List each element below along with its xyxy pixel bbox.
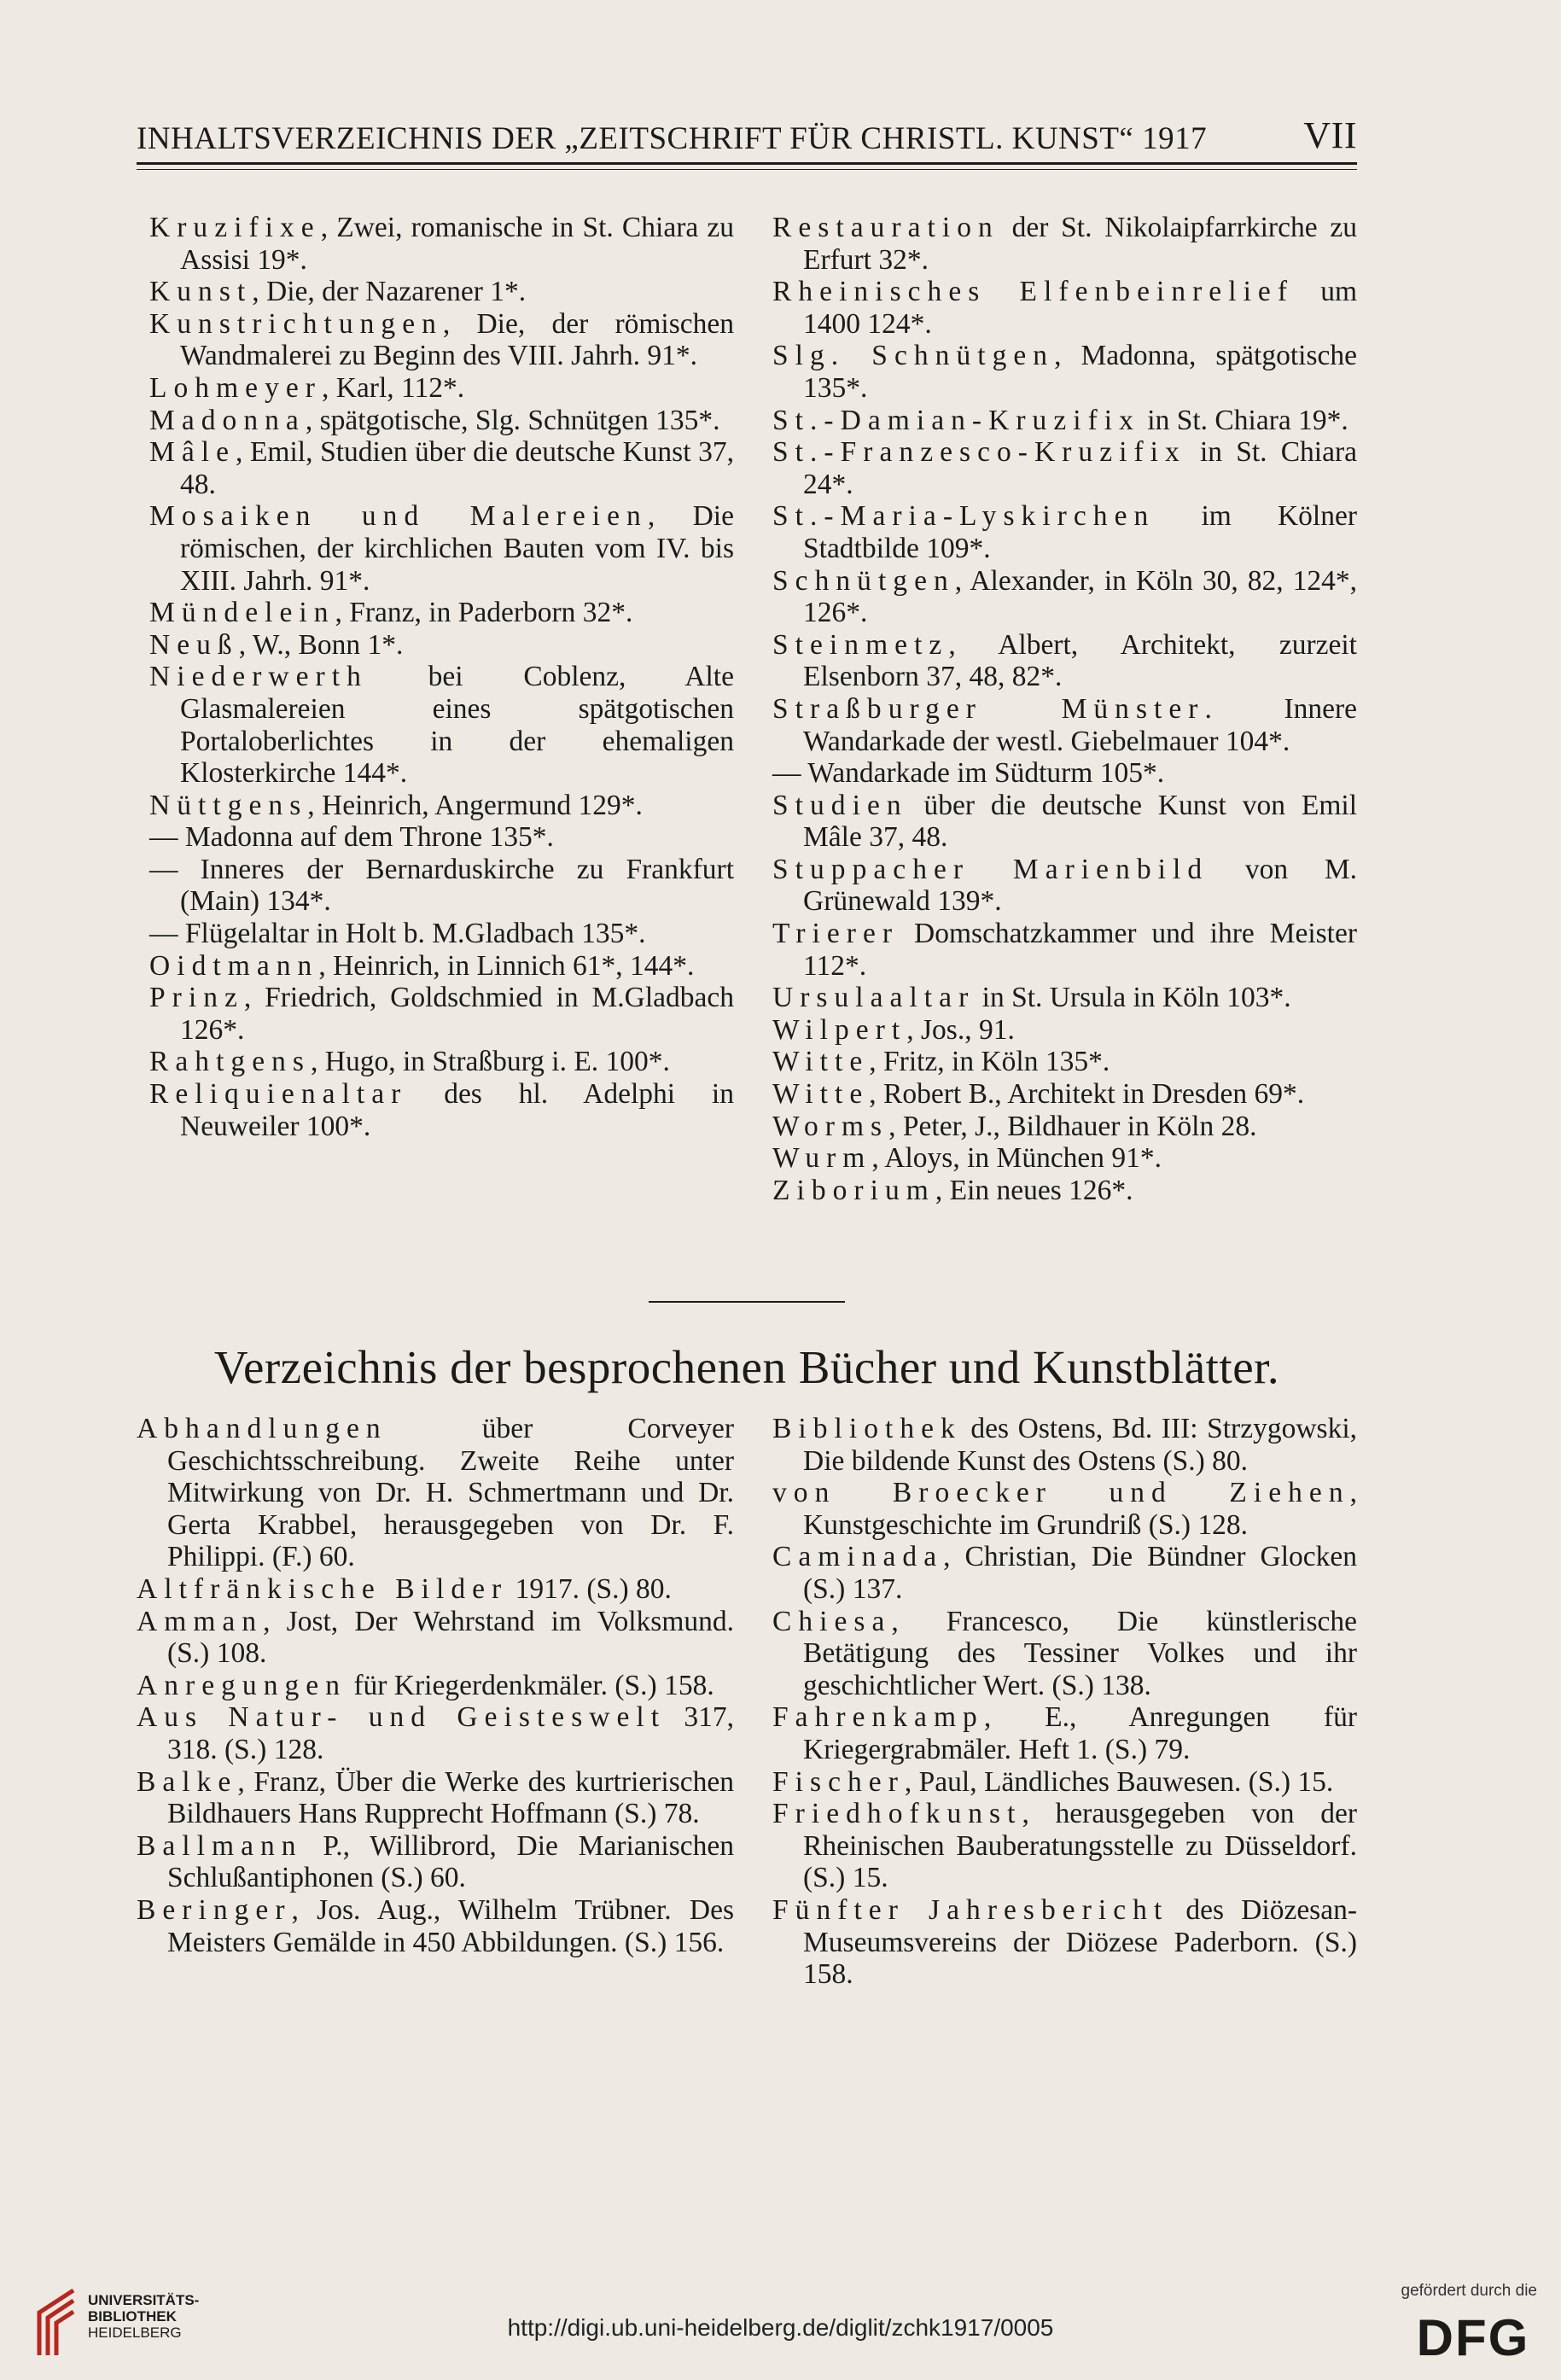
entry-text: in St. Ursula in Köln 103*.: [975, 982, 1291, 1014]
footer: [0, 2266, 1561, 2380]
entry-keyword: Nüttgens: [149, 789, 308, 821]
entry-text: , Karl, 112*.: [321, 371, 465, 404]
books-column-right: [772, 1413, 1357, 1991]
entry-text: Domschatzkammer und ihre Meister 112*.: [803, 918, 1357, 982]
entry-keyword: Fünfter Jahresbericht: [772, 1893, 1169, 1926]
entry-text: , Robert B., Architekt in Dresden 69*.: [869, 1078, 1305, 1111]
header-rule-thick: [137, 162, 1357, 165]
entry-keyword: Wurm: [772, 1142, 872, 1175]
entry-text: , Alexander, in Köln 30, 82, 124*, 126*.: [803, 564, 1357, 629]
entry-text: des hl. Adelphi in Neuweiler 100*.: [180, 1078, 734, 1142]
entry-text: , Jos. Aug., Wilhelm Trübner. Des Meisters Gemälde in 450 Abbildungen. (S.) 156.: [167, 1893, 734, 1958]
entry-text: , Zwei, romanische in St. Chiara zu Assisi 19*.: [180, 212, 734, 276]
entry-text: des Ostens, Bd. III: Strzygowski, Die bildende Kunst des Ostens (S.) 80.: [803, 1413, 1357, 1477]
entry-text: , Heinrich, in Linnich 61*, 144*.: [318, 949, 695, 982]
index-entry: [137, 1701, 734, 1765]
index-entry: [149, 597, 734, 629]
header-title: INHALTSVERZEICHNIS DER „ZEITSCHRIFT FÜR CHRISTL. KUNST“ 1917: [137, 121, 1208, 156]
entry-keyword: Straßburger Münster: [772, 692, 1205, 725]
index-entry: [149, 372, 734, 405]
entry-keyword: Kunstrichtungen: [149, 307, 443, 340]
entry-text: 1917. (S.) 80.: [508, 1572, 672, 1605]
index-column-left: [149, 212, 734, 1142]
index-entry: [772, 693, 1357, 757]
entry-text: , Jos., 91.: [906, 1013, 1015, 1046]
entry-text: — Flügelaltar in Holt b. M.Gladbach 135*.: [149, 918, 646, 950]
entry-keyword: Rahtgens: [149, 1046, 311, 1078]
entry-text: , Die römischen, der kirchlichen Bauten vom IV. bis XIII. Jahrh. 91*.: [180, 500, 734, 597]
entry-text: , Franz, Über die Werke des kurtrierischen Bildhauers Hans Rupprecht Hoffmann (S.) 78.: [167, 1765, 734, 1830]
index-entry: [772, 340, 1357, 404]
index-entry: [137, 1413, 734, 1573]
index-entry: [772, 1798, 1357, 1894]
library-name-line2: BIBLIOTHEK: [88, 2308, 177, 2325]
entry-text: , Albert, Architekt, zurzeit Elsenborn 37, 48, 82*.: [803, 628, 1357, 693]
dfg-logo-text: DFG: [1416, 2311, 1530, 2360]
entry-keyword: Ballmann: [137, 1829, 303, 1862]
index-entry: [772, 1046, 1357, 1078]
entry-keyword: Rheinisches Elfenbeinrelief: [772, 276, 1295, 308]
index-entry: [772, 1111, 1357, 1143]
index-entry: [772, 565, 1357, 629]
entry-keyword: Fahrenkamp: [772, 1701, 984, 1734]
entry-keyword: St.-Damian-Kruzifix: [772, 404, 1140, 436]
dfg-logo-icon: [1409, 2311, 1537, 2360]
entry-keyword: Wilpert: [772, 1013, 907, 1046]
entry-text: , Aloys, in München 91*.: [871, 1142, 1162, 1175]
entry-text: in St. Chiara 19*.: [1139, 404, 1348, 436]
entry-keyword: Beringer: [137, 1893, 292, 1926]
entry-text: bei Coblenz, Alte Glasmalereien eines spätgotischen Portaloberlichtes in der ehemaligen Klosterkirche 144*.: [180, 661, 734, 790]
entry-keyword: Ursulaaltar: [772, 982, 976, 1014]
entry-keyword: von Broecker und Ziehen: [772, 1477, 1350, 1509]
entry-text: , Friedrich, Goldschmied in M.Gladbach 126*.: [180, 982, 734, 1046]
index-entry: [137, 1766, 734, 1830]
entry-text: , Die, der römischen Wandmalerei zu Beginn des VIII. Jahrh. 91*.: [180, 307, 734, 372]
index-entry: [149, 854, 734, 918]
index-entry: [149, 950, 734, 983]
index-entry: [149, 790, 734, 822]
entry-keyword: Mündelein: [149, 597, 335, 629]
section-divider: [649, 1301, 845, 1303]
entry-text: im Kölner Stadtbilde 109*.: [803, 500, 1357, 564]
entry-text: , W., Bonn 1*.: [238, 628, 404, 661]
entry-keyword: Mosaiken und Malereien: [149, 500, 648, 533]
index-entry: [149, 629, 734, 662]
entry-keyword: Friedhofkunst: [772, 1798, 1022, 1830]
entry-text: — Madonna auf dem Throne 135*.: [149, 821, 554, 854]
index-entry: [772, 1477, 1357, 1541]
entry-text: , Die, der Nazarener 1*.: [252, 276, 527, 308]
entry-keyword: Amman: [137, 1605, 264, 1637]
index-entry: [772, 212, 1357, 276]
funded-by-label: gefördert durch die: [1401, 2282, 1537, 2300]
entry-keyword: Kunst: [149, 276, 253, 308]
index-entry: [149, 982, 734, 1046]
entry-keyword: Balke: [137, 1765, 238, 1798]
entry-text: der St. Nikolaipfarrkirche zu Erfurt 32*.: [803, 212, 1357, 276]
index-entry: [772, 276, 1357, 340]
entry-keyword: Steinmetz: [772, 628, 949, 661]
index-entry: [772, 405, 1357, 437]
entry-keyword: Ziborium: [772, 1174, 935, 1206]
entry-text: . Innere Wandarkade der westl. Giebelmauer 104*.: [803, 692, 1357, 757]
index-entry: [772, 790, 1357, 854]
index-entry: [149, 436, 734, 500]
entry-keyword: Abhandlungen: [137, 1413, 387, 1444]
entry-keyword: Altfränkische Bilder: [137, 1572, 509, 1605]
index-entry: [772, 436, 1357, 500]
index-entry: [149, 1046, 734, 1078]
entry-text: P., Willibrord, Die Marianischen Schlußantiphonen (S.) 60.: [167, 1829, 734, 1894]
entry-keyword: Anregungen: [137, 1669, 347, 1701]
entry-text: — Inneres der Bernarduskirche zu Frankfurt (Main) 134*.: [149, 853, 734, 918]
index-entry: [137, 1894, 734, 1958]
header-rule-thin: [137, 169, 1357, 170]
entry-text: über Corveyer Geschichtsschreibung. Zweite Reihe unter Mitwirkung von Dr. H. Schmertmann und Dr. Gerta Krabbel, herausgegeben von Dr. F. Philippi. (F.) 60.: [167, 1413, 734, 1573]
index-entry: [772, 1175, 1357, 1207]
entry-text: um 1400 124*.: [803, 276, 1358, 340]
entry-keyword: Fischer: [772, 1765, 905, 1798]
entry-text: in St. Chiara 24*.: [803, 436, 1357, 500]
index-entry: [137, 1670, 734, 1702]
index-entry: [149, 308, 734, 372]
entry-keyword: Trierer: [772, 918, 900, 950]
index-entry: [149, 1078, 734, 1142]
entry-text: , Madonna, spätgotische 135*.: [803, 340, 1357, 404]
index-entry: [772, 854, 1357, 918]
index-entry: [149, 821, 734, 854]
entry-keyword: St.-Maria-Lyskirchen: [772, 500, 1156, 533]
index-entry: [772, 1142, 1357, 1175]
index-entry: [149, 661, 734, 789]
index-entry: [772, 1701, 1357, 1765]
index-entry: [772, 918, 1357, 982]
entry-text: , Francesco, Die künstlerische Betätigung des Tessiner Volkes und ihr geschichtlicher Wert. (S.) 138.: [803, 1605, 1357, 1701]
entry-text: , Hugo, in Straßburg i. E. 100*.: [311, 1046, 670, 1078]
index-entry: [149, 500, 734, 597]
index-entry: [137, 1606, 734, 1670]
entry-text: , E., Anregungen für Kriegergrabmäler. Heft 1. (S.) 79.: [803, 1701, 1357, 1765]
page-number: VII: [1303, 114, 1357, 156]
index-entry: [772, 500, 1357, 564]
index-entry: [772, 757, 1357, 790]
entry-text: , Franz, in Paderborn 32*.: [335, 597, 633, 629]
entry-text: für Kriegerdenkmäler. (S.) 158.: [347, 1669, 714, 1701]
entry-keyword: Oidtmann: [149, 949, 319, 982]
index-entry: [772, 982, 1357, 1014]
entry-text: des Diözesan-Museumsvereins der Diözese Paderborn. (S.) 158.: [803, 1893, 1357, 1991]
entry-keyword: Kruzifixe: [149, 212, 321, 243]
entry-text: , Emil, Studien über die deutsche Kunst 37, 48.: [180, 436, 734, 500]
index-entry: [137, 1573, 734, 1606]
entry-keyword: Witte: [772, 1078, 870, 1111]
entry-keyword: Restauration: [772, 212, 999, 243]
index-entry: [772, 1606, 1357, 1702]
entry-text: von M. Grünewald 139*.: [803, 853, 1357, 918]
entry-keyword: Studien: [772, 789, 908, 821]
index-entry: [149, 212, 734, 276]
index-entry: [772, 1541, 1357, 1605]
entry-keyword: Schnütgen: [772, 564, 955, 597]
index-entry: [772, 1766, 1357, 1799]
entry-text: , Jost, Der Wehrstand im Volksmund. (S.) 108.: [167, 1605, 734, 1670]
source-url-link[interactable]: http://digi.ub.uni-heidelberg.de/diglit/zchk1917/0005: [507, 2314, 1054, 2341]
entry-text: 317, 318. (S.) 128.: [167, 1701, 734, 1765]
entry-keyword: St.-Franzesco-Kruzifix: [772, 436, 1186, 469]
entry-text: , Heinrich, Angermund 129*.: [307, 789, 643, 821]
entry-text: , spätgotische, Slg. Schnütgen 135*.: [305, 404, 720, 436]
entry-keyword: Madonna: [149, 404, 306, 436]
entry-text: , Ein neues 126*.: [935, 1174, 1133, 1206]
entry-keyword: Reliquienaltar: [149, 1078, 408, 1111]
index-entry: [149, 276, 734, 308]
entry-keyword: Mâle: [149, 436, 236, 469]
entry-keyword: Neuß: [149, 628, 239, 661]
index-entry: [149, 405, 734, 437]
entry-keyword: Lohmeyer: [149, 371, 322, 404]
section-heading: Verzeichnis der besprochenen Bücher und Kunstblätter.: [213, 1341, 1280, 1393]
index-column-right: [772, 212, 1357, 1206]
index-entry: [772, 1894, 1357, 1991]
entry-keyword: Caminada: [772, 1541, 944, 1573]
entry-text: , herausgegeben von der Rheinischen Bauberatungsstelle zu Düsseldorf. (S.) 15.: [803, 1798, 1357, 1894]
entry-keyword: Bibliothek: [772, 1413, 962, 1444]
books-column-left: [137, 1413, 734, 1958]
entry-keyword: Worms: [772, 1110, 889, 1142]
entry-keyword: Aus Natur- und Geisteswelt: [137, 1701, 667, 1734]
entry-text: , Christian, Die Bündner Glocken (S.) 137.: [803, 1541, 1357, 1605]
entry-text: , Peter, J., Bildhauer in Köln 28.: [888, 1110, 1257, 1142]
index-entry: [772, 629, 1357, 693]
library-name-line3: HEIDELBERG: [88, 2325, 182, 2341]
entry-text: — Wandarkade im Südturm 105*.: [772, 757, 1165, 790]
entry-keyword: Chiesa: [772, 1605, 892, 1637]
entry-text: , Paul, Ländliches Bauwesen. (S.) 15.: [904, 1765, 1334, 1798]
entry-text: , Kunstgeschichte im Grundriß (S.) 128.: [803, 1477, 1357, 1541]
entry-text: über die deutsche Kunst von Emil Mâle 37, 48.: [803, 789, 1357, 854]
entry-keyword: Niederwerth: [149, 661, 368, 693]
entry-keyword: Witte: [772, 1046, 870, 1078]
index-entry: [137, 1830, 734, 1894]
index-entry: [772, 1078, 1357, 1111]
entry-keyword: Slg. Schnütgen: [772, 340, 1055, 372]
index-entry: [772, 1014, 1357, 1047]
entry-text: , Fritz, in Köln 135*.: [869, 1046, 1110, 1078]
running-header: [137, 114, 1357, 157]
index-entry: [772, 1413, 1357, 1477]
library-name-line1: UNIVERSITÄTS-: [88, 2292, 200, 2308]
index-entry: [149, 918, 734, 950]
entry-keyword: Stuppacher Marienbild: [772, 853, 1209, 885]
entry-keyword: Prinz: [149, 982, 244, 1014]
